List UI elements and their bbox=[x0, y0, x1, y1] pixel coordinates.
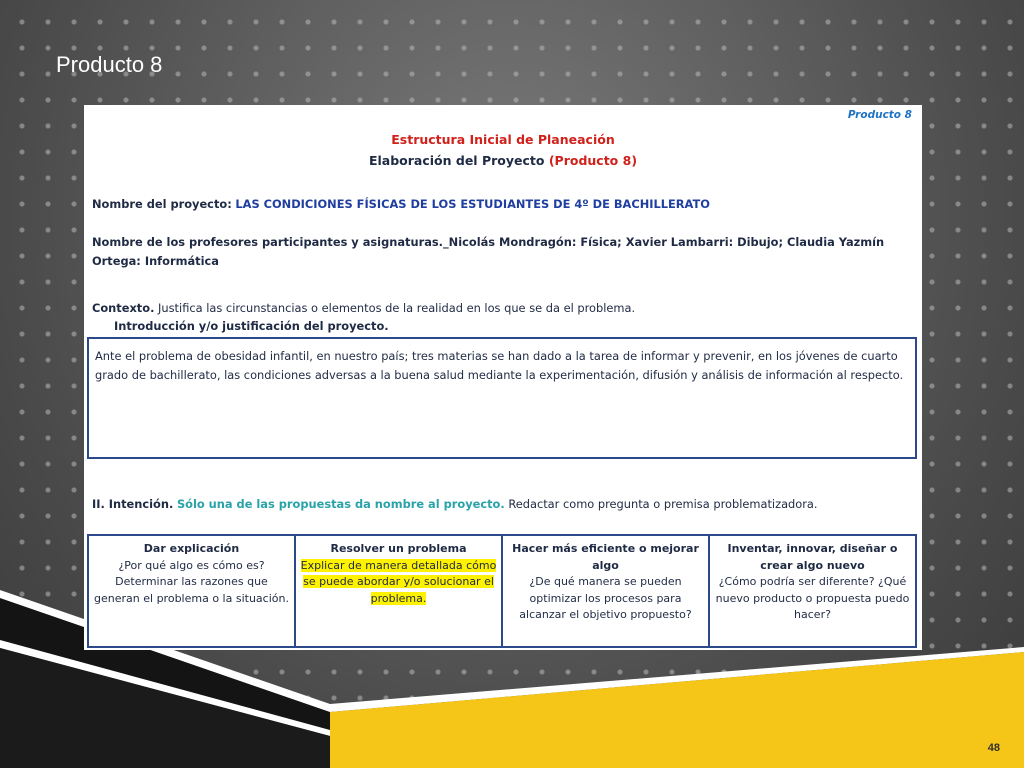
option-solve bbox=[296, 536, 503, 646]
context-body-box bbox=[87, 337, 917, 459]
option-body: ¿Por qué algo es cómo es? Determinar las razones que generan el problema o la situación. bbox=[94, 558, 289, 605]
intention-options-grid bbox=[87, 534, 917, 648]
document-tag: Producto 8 bbox=[847, 109, 912, 121]
context-instruction: Justifica las circunstancias o elementos de la realidad en los que se da el problema. bbox=[158, 301, 636, 315]
option-body-highlighted bbox=[300, 558, 497, 608]
option-improve bbox=[503, 536, 710, 646]
project-value: LAS CONDICIONES FÍSICAS DE LOS ESTUDIANTES DE 4º DE BACHILLERATO bbox=[235, 197, 710, 211]
context-label: Contexto. bbox=[92, 301, 155, 315]
subtitle-tag: (Producto 8) bbox=[548, 153, 638, 168]
slide-title: Producto 8 bbox=[56, 52, 163, 77]
document-title: Estructura Inicial de Planeación bbox=[391, 132, 615, 147]
yellow-band bbox=[330, 652, 1024, 768]
intention-line bbox=[92, 495, 912, 514]
option-body: ¿De qué manera se pueden optimizar los procesos para alcanzar el objetivo propuesto? bbox=[519, 575, 692, 621]
page-number: 48 bbox=[987, 742, 1000, 754]
option-body: ¿Cómo podría ser diferente? ¿Qué nuevo producto o propuesta puedo hacer? bbox=[715, 575, 910, 621]
intention-label: II. Intención. bbox=[92, 497, 174, 511]
project-name-line bbox=[92, 195, 912, 214]
option-head: Hacer más eficiente o mejorar algo bbox=[512, 542, 699, 572]
planning-document bbox=[84, 105, 922, 650]
teachers-text-2: Ortega: Informática bbox=[92, 254, 219, 268]
option-head: Resolver un problema bbox=[330, 542, 467, 555]
teachers-line bbox=[92, 233, 912, 271]
project-label: Nombre del proyecto: bbox=[92, 197, 232, 211]
intention-text: Redactar como pregunta o premisa problematizadora. bbox=[508, 497, 818, 511]
option-explain bbox=[89, 536, 296, 646]
subtitle-main: Elaboración del Proyecto bbox=[368, 153, 545, 168]
document-subtitle bbox=[84, 153, 922, 168]
intention-highlight: Sólo una de las propuestas da nombre al proyecto. bbox=[176, 497, 505, 511]
highlighted-text: Explicar de manera detallada cómo se puede abordar y/o solucionar el problema. bbox=[300, 558, 497, 605]
intro-label: Introducción y/o justificación del proyecto. bbox=[114, 319, 389, 333]
context-body-text: Ante el problema de obesidad infantil, en nuestro país; tres materias se han dado a la tarea de informar y prevenir, en los jóvenes de cuarto grado de bachillerato, las condiciones adversas a la buena salud mediante la experimentación, difusión y análisis de información al respecto. bbox=[95, 349, 904, 382]
option-head: Dar explicación bbox=[143, 542, 240, 555]
option-head: Inventar, innovar, diseñar o crear algo nuevo bbox=[727, 542, 898, 572]
context-line bbox=[92, 299, 912, 318]
option-invent bbox=[710, 536, 915, 646]
teachers-text: Nombre de los profesores participantes y asignaturas._Nicolás Mondragón: Física; Xavier Lambarri: Dibujo; Claudia Yazmín bbox=[92, 235, 885, 249]
